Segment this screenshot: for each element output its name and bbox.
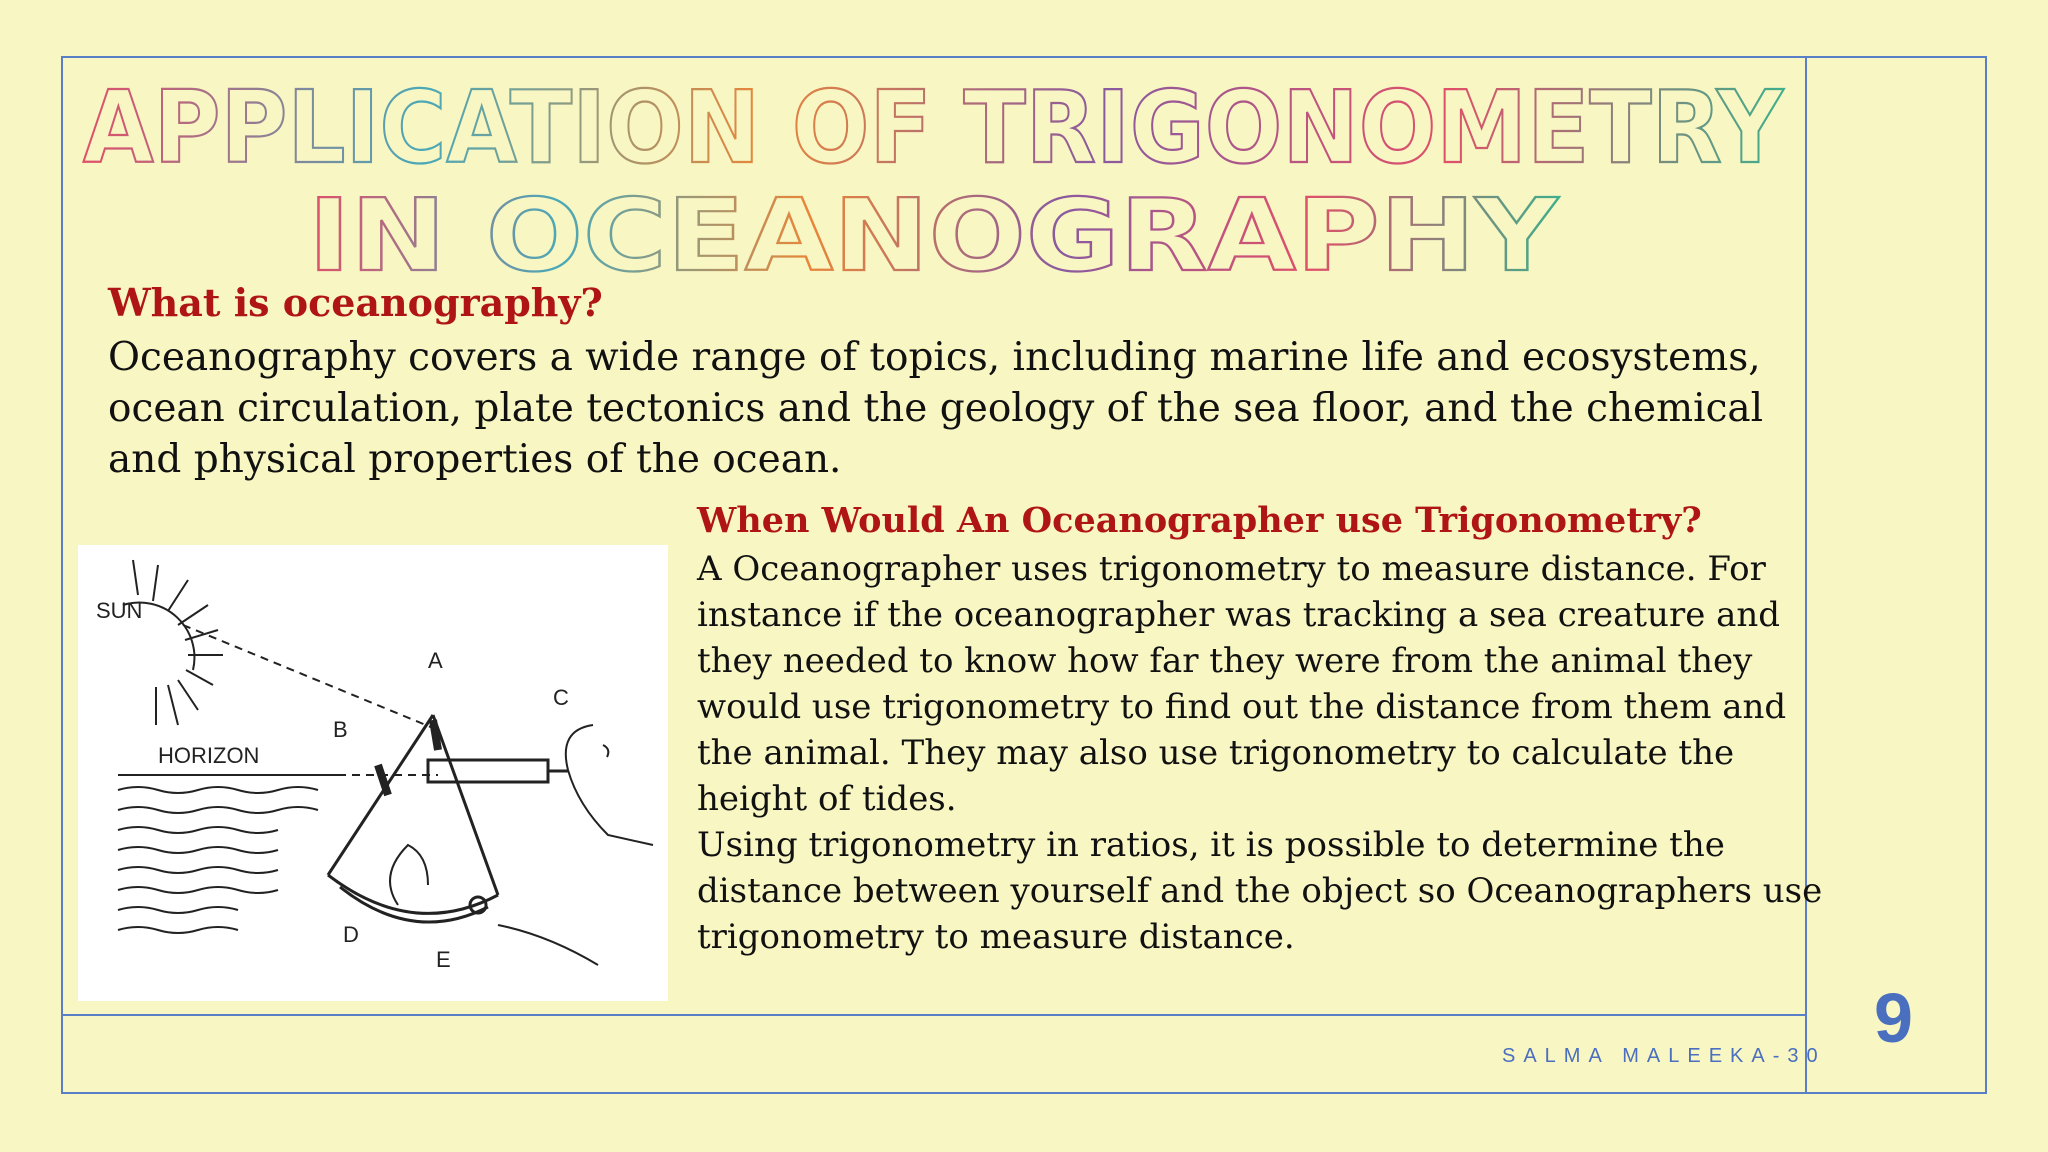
slide-title <box>61 62 1805 287</box>
frame-divider-horizontal <box>61 1014 1807 1016</box>
paragraph-line: instance if the oceanographer was tracking a sea creature and <box>697 595 1781 635</box>
sun-icon <box>123 560 223 725</box>
paragraph-usage <box>697 546 1822 960</box>
page-number: 9 <box>1874 979 1913 1057</box>
heading-when-use-trigonometry: When Would An Oceanographer use Trigonometry? <box>697 500 1702 541</box>
label-a: A <box>428 648 443 673</box>
paragraph-line: ocean circulation, plate tectonics and the geology of the sea floor, and the chemical <box>108 386 1764 431</box>
paragraph-line: height of tides. <box>697 779 957 819</box>
label-c: C <box>553 685 569 710</box>
label-sun: SUN <box>96 598 143 623</box>
heading-what-is-oceanography: What is oceanography? <box>108 280 603 325</box>
paragraph-line: Using trigonometry in ratios, it is possible to determine the <box>697 825 1725 865</box>
paragraph-line: A Oceanographer uses trigonometry to measure distance. For <box>697 549 1766 589</box>
title-line-1: APPLICATION OF TRIGONOMETRY <box>83 69 1785 186</box>
paragraph-line: the animal. They may also use trigonometry to calculate the <box>697 733 1735 773</box>
label-b: B <box>333 717 348 742</box>
paragraph-line: and physical properties of the ocean. <box>108 437 842 482</box>
sun-ray-line <box>183 625 438 730</box>
paragraph-line: would use trigonometry to find out the distance from them and <box>697 687 1787 727</box>
sextant-icon <box>328 715 568 922</box>
sea-waves <box>118 775 338 933</box>
paragraph-line: distance between yourself and the object so Oceanographers use <box>697 871 1823 911</box>
paragraph-definition <box>108 332 1798 485</box>
paragraph-line: trigonometry to measure distance. <box>697 917 1295 957</box>
label-e: E <box>436 947 451 972</box>
footer-author: SALMA MALEEKA-30 <box>1502 1045 1826 1067</box>
title-line-2: IN OCEANOGRAPHY <box>308 177 1560 287</box>
label-d: D <box>343 922 359 947</box>
paragraph-line: they needed to know how far they were from the animal they <box>697 641 1753 681</box>
label-horizon: HORIZON <box>158 743 260 768</box>
paragraph-line: Oceanography covers a wide range of topics, including marine life and ecosystems, <box>108 335 1761 380</box>
sextant-illustration <box>78 545 668 1001</box>
